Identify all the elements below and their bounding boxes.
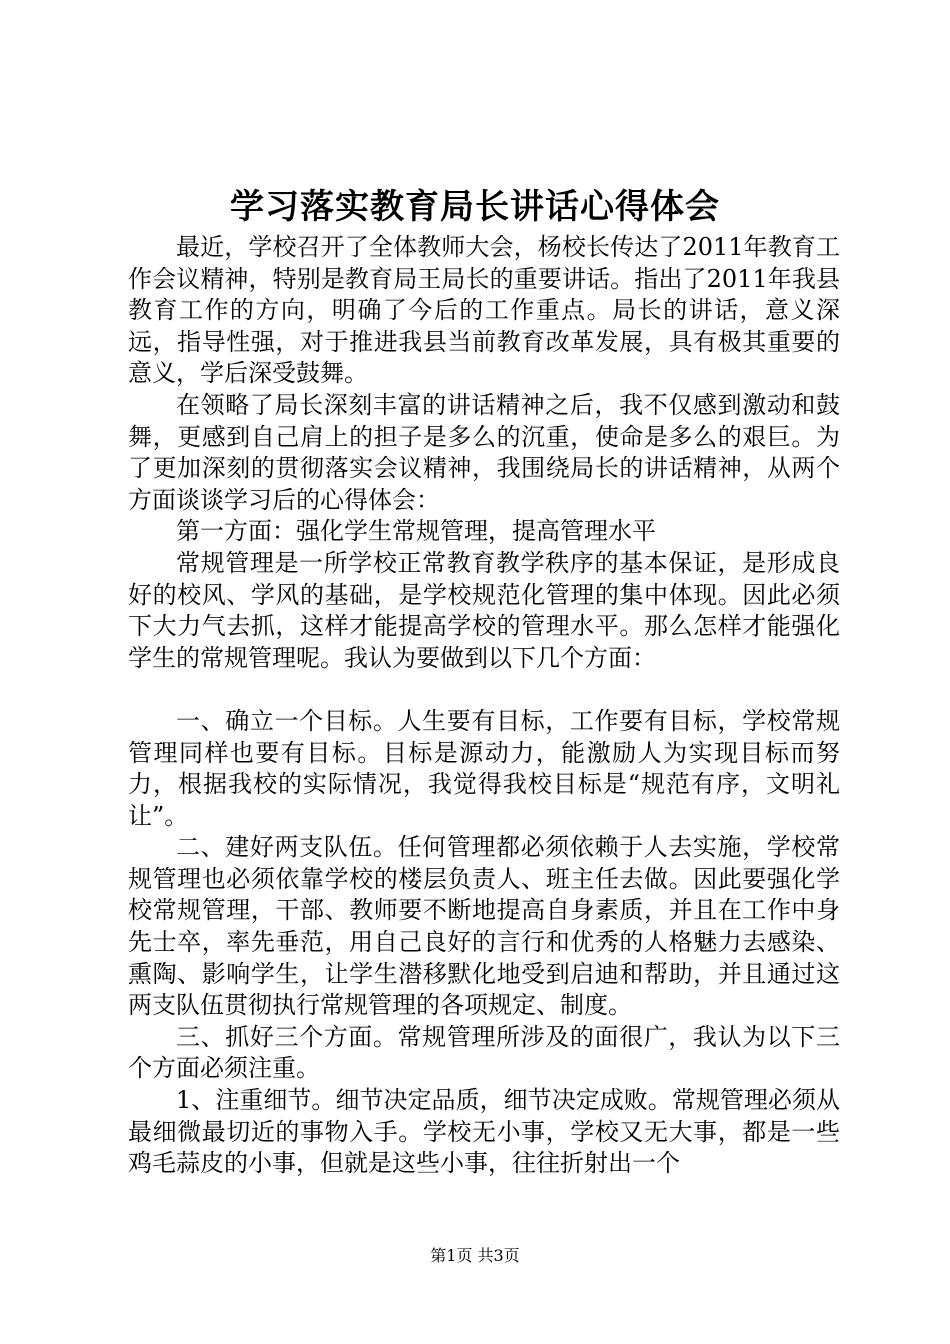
- section-heading-first-aspect: 第一方面：强化学生常规管理，提高管理水平: [176, 517, 656, 546]
- paragraph-point-two: 二、建好两支队伍。任何管理都必须依赖于人去实施，学校常规管理也必须依靠学校的楼层负责人、班主任去做。因此要强化学校常规管理，干部、教师要不断地提高自身素质，并且在工作中身先士卒，率先垂范，用自己良好的言行和优秀的人格魅力去感染、熏陶、影响学生，让学生潜移默化地受到启迪和帮助，并且通过这两支队伍贯彻执行常规管理的各项规定、制度。: [128, 833, 840, 1020]
- paragraph-sub-point-one: 1、注重细节。细节决定品质，细节决定成败。常规管理必须从最细微最切近的事物入手。学校无小事，学校又无大事，都是一些鸡毛蒜皮的小事，但就是这些小事，往往折射出一个: [128, 1086, 840, 1178]
- paragraph-routine-management: 常规管理是一所学校正常教育教学秩序的基本保证，是形成良好的校风、学风的基础，是学校规范化管理的集中体现。因此必须下大力气去抓，这样才能提高学校的管理水平。那么怎样才能强化学生的常规管理呢。我认为要做到以下几个方面：: [128, 548, 840, 672]
- paragraph-intro: 最近，学校召开了全体教师大会，杨校长传达了2011年教育工作会议精神，特别是教育局王局长的重要讲话。指出了2011年我县教育工作的方向，明确了今后的工作重点。局长的讲话，意义深远，指导性强，对于推进我县当前教育改革发展，具有极其重要的意义，学后深受鼓舞。: [128, 233, 840, 388]
- paragraph-point-one: 一、确立一个目标。人生要有目标，工作要有目标，学校常规管理同样也要有目标。目标是源动力，能激励人为实现目标而努力，根据我校的实际情况，我觉得我校目标是“规范有序，文明礼让”。: [128, 706, 840, 830]
- document-body: [128, 232, 840, 1180]
- page-footer: 第1页 共3页: [430, 1246, 520, 1265]
- paragraph-reflection: 在领略了局长深刻丰富的讲话精神之后，我不仅感到激动和鼓舞，更感到自己肩上的担子是多么的沉重，使命是多么的艰巨。为了更加深刻的贯彻落实会议精神，我围绕局长的讲话精神，从两个方面谈谈学习后的心得体会：: [128, 390, 840, 514]
- paragraph-point-three: 三、抓好三个方面。常规管理所涉及的面很广，我认为以下三个方面必须注重。: [128, 1022, 840, 1083]
- blank-line: [128, 674, 840, 706]
- document-title: 学习落实教育局长讲话心得体会: [230, 187, 720, 227]
